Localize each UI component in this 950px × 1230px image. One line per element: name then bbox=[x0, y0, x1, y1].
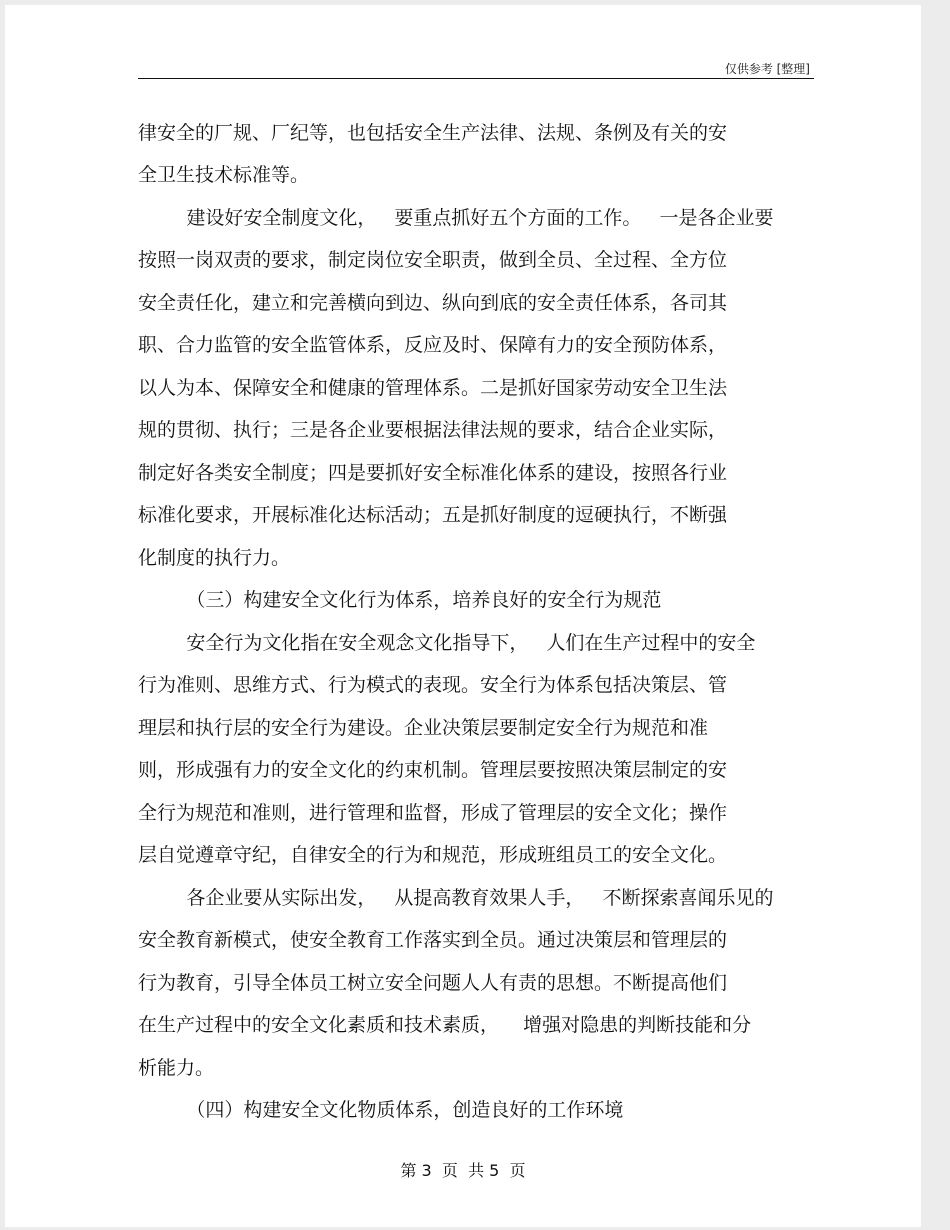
page-number: 第 3 页 共 5 页 bbox=[400, 1161, 526, 1180]
body-line: 按照一岗双责的要求，制定岗位安全职责，做到全员、全过程、全方位 bbox=[138, 249, 728, 271]
section-heading: （四）构建安全文化物质体系，创造良好的工作环境 bbox=[138, 1099, 624, 1121]
body-line: 则，形成强有力的安全文化的约束机制。管理层要按照决策层制定的安 bbox=[138, 759, 728, 781]
body-line: 层自觉遵章守纪，自律安全的行为和规范，形成班组员工的安全文化。 bbox=[138, 844, 728, 866]
section-heading: （三）构建安全文化行为体系，培养良好的安全行为规范 bbox=[138, 589, 662, 611]
body-line: 全卫生技术标准等。 bbox=[138, 164, 310, 186]
body-line: 行为准则、思维方式、行为模式的表现。安全行为体系包括决策层、管 bbox=[138, 674, 728, 696]
header-note: 仅供参考 [整理] bbox=[724, 62, 810, 76]
body-line: 以人为本、保障安全和健康的管理体系。二是抓好国家劳动安全卫生法 bbox=[138, 377, 728, 399]
body-line: 理层和执行层的安全行为建设。企业决策层要制定安全行为规范和准 bbox=[138, 717, 709, 739]
body-line: 行为教育，引导全体员工树立安全问题人人有责的思想。不断提高他们 bbox=[138, 972, 728, 994]
body-line: 规的贯彻、执行；三是各企业要根据法律法规的要求，结合企业实际， bbox=[138, 419, 728, 441]
body-line: 职、合力监管的安全监管体系，反应及时、保障有力的安全预防体系， bbox=[138, 334, 728, 356]
body-line: 安全责任化，建立和完善横向到边、纵向到底的安全责任体系，各司其 bbox=[138, 292, 728, 314]
document-page bbox=[5, 5, 921, 1227]
body-line: 全行为规范和准则，进行管理和监督，形成了管理层的安全文化；操作 bbox=[138, 802, 728, 824]
body-line: 化制度的执行力。 bbox=[138, 547, 291, 569]
body-line: 析能力。 bbox=[138, 1057, 215, 1079]
body-line: 律安全的厂规、厂纪等，也包括安全生产法律、法规、条例及有关的安 bbox=[138, 122, 728, 144]
body-line: 制定好各类安全制度；四是要抓好安全标准化体系的建设，按照各行业 bbox=[138, 462, 728, 484]
body-line: 各企业要从实际出发， 从提高教育效果人手， 不断探索喜闻乐见的 bbox=[138, 887, 774, 909]
body-line: 在生产过程中的安全文化素质和技术素质， 增强对隐患的判断技能和分 bbox=[138, 1014, 752, 1036]
body-line: 安全行为文化指在安全观念文化指导下， 人们在生产过程中的安全 bbox=[138, 632, 756, 654]
body-line: 建设好安全制度文化， 要重点抓好五个方面的工作。 一是各企业要 bbox=[138, 207, 774, 229]
body-line: 安全教育新模式，使安全教育工作落实到全员。通过决策层和管理层的 bbox=[138, 929, 728, 951]
body-line: 标准化要求，开展标准化达标活动；五是抓好制度的逗硬执行，不断强 bbox=[138, 504, 728, 526]
header-rule bbox=[138, 78, 814, 79]
